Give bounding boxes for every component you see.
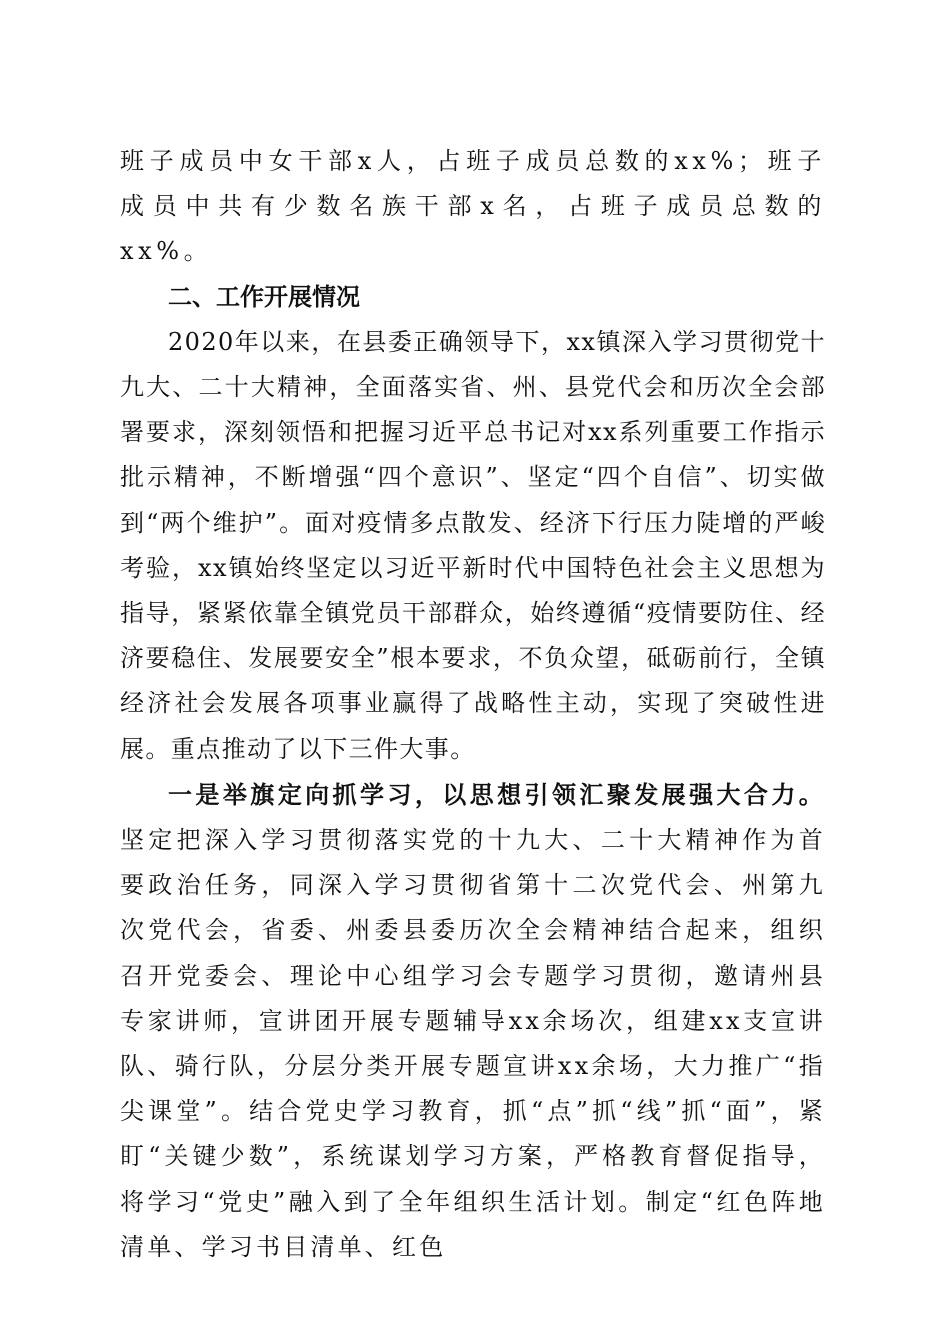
item-1-body: 坚定把深入学习贯彻落实党的十九大、二十大精神作为首要政治任务，同深入学习贯彻省第十二次党代会、州第九次党代会，省委、州委县委历次全会精神结合起来，组织召开党委会、理论中心组学习会专题学习贯彻，邀请州县专家讲师，宣讲团开展专题辅导xx余场次，组建xx支宣讲队、骑行队，分层分类开展专题宣讲xx余场，大力推广“指尖课堂”。结合党史学习教育，抓“点”抓“线”抓“面”，紧盯“关键少数”，系统谋划学习方案，严格教育督促指导，将学习“党史”融入到了全年组织生活计划。制定“红色阵地清单、学习书目清单、红色: [120, 826, 826, 1261]
paragraph-continuation: 班子成员中女干部x人，占班子成员总数的xx%；班子成员中共有少数名族干部x名，占班子成员总数的xx%。: [120, 147, 826, 266]
item-1-paragraph: [120, 772, 826, 1270]
item-1-lead: 一是举旗定向抓学习，以思想引领汇聚发展强大合力。: [168, 779, 826, 809]
section-heading: 二、工作开展情况: [168, 282, 360, 311]
intro-paragraph: 2020年以来，在县委正确领导下，xx镇深入学习贯彻党十九大、二十大精神，全面落实省、州、县党代会和历次全会部署要求，深刻领悟和把握习近平总书记对xx系列重要工作指示批示精神，不断增强“四个意识”、坚定“四个自信”、切实做到“两个维护”。面对疫情多点散发、经济下行压力陡增的严峻考验，xx镇始终坚定以习近平新时代中国特色社会主义思想为指导，紧紧依靠全镇党员干部群众，始终遵循“疫情要防住、经济要稳住、发展要安全”根本要求，不负众望，砥砺前行，全镇经济社会发展各项事业赢得了战略性主动，实现了突破性进展。重点推动了以下三件大事。: [120, 327, 826, 763]
document-body: [120, 139, 826, 1270]
